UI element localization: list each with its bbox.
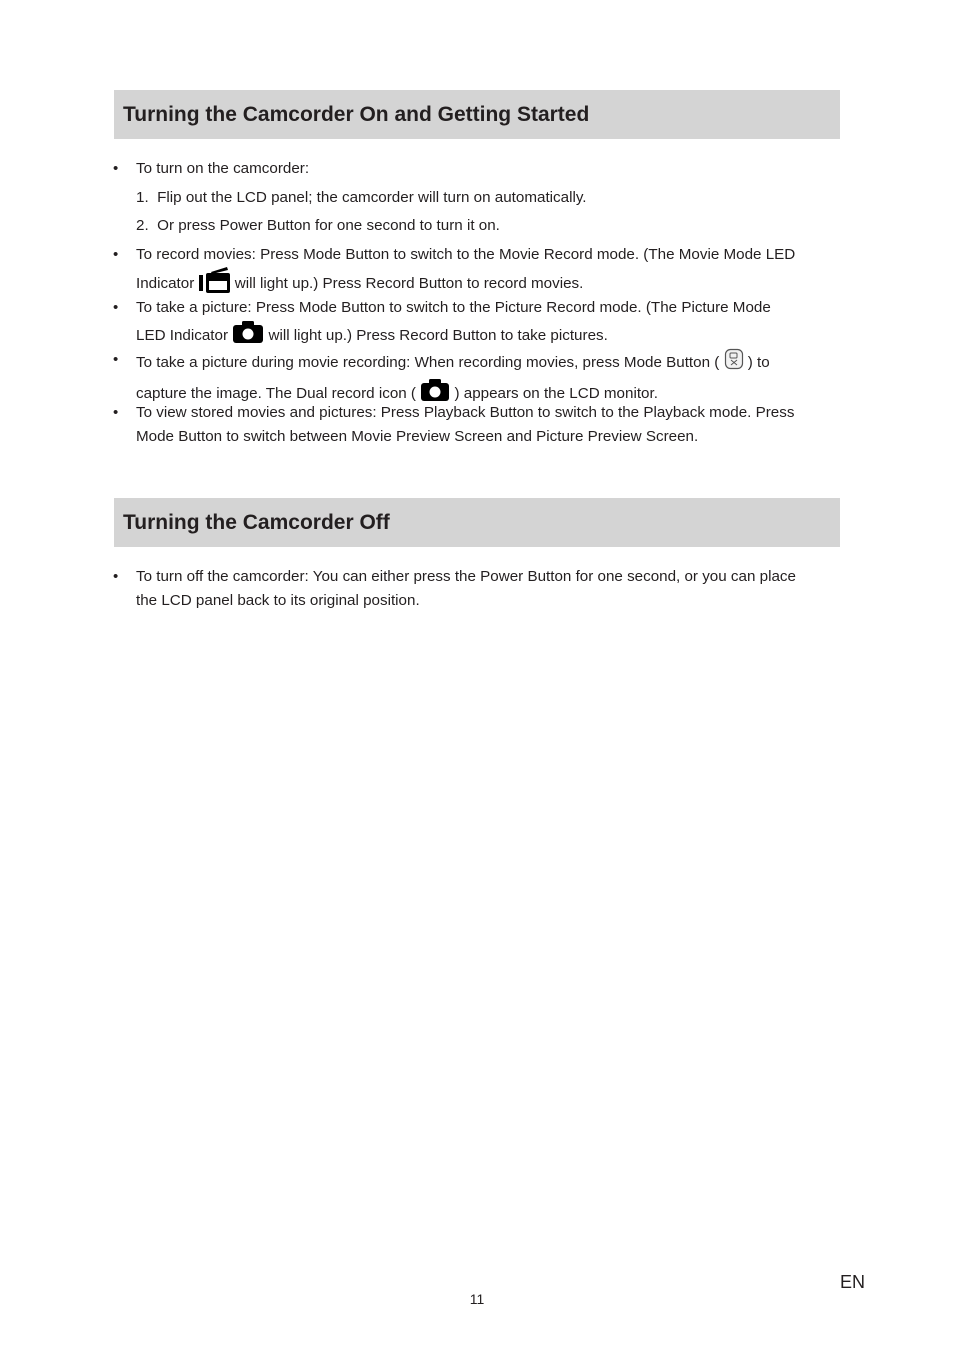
bullet: •: [113, 246, 119, 263]
step-number: 1.: [136, 189, 149, 206]
step-2: [136, 214, 500, 238]
turn-off-line-2: the LCD panel back to its original position.: [136, 592, 420, 609]
take-picture-paragraph: [136, 296, 841, 352]
take-picture-line-2: LED Indicator will light up.) Press Record Button to take pictures.: [136, 320, 841, 352]
bullet: •: [113, 299, 119, 316]
turn-on-intro: To turn on the camcorder:: [136, 160, 310, 177]
record-movies-line-1: To record movies: Press Mode Button to switch to the Movie Record mode. (The Movie Mode LED: [136, 246, 796, 263]
during-recording-line-1: To take a picture during movie recording: When recording movies, press Mode Button ( ) to: [136, 348, 841, 378]
turn-off-line-1: To turn off the camcorder: You can either press the Power Button for one second, or you can place: [136, 568, 796, 585]
section-title-getting-started: Turning the Camcorder On and Getting Started: [123, 102, 590, 126]
step-text: Flip out the LCD panel; the camcorder will turn on automatically.: [157, 189, 587, 206]
turn-off-paragraph: [136, 565, 841, 613]
language-label: EN: [840, 1272, 866, 1292]
view-stored-line-2: Mode Button to switch between Movie Preview Screen and Picture Preview Screen.: [136, 428, 699, 445]
page-number: 11: [469, 1291, 485, 1307]
section-title-turning-off: Turning the Camcorder Off: [123, 510, 390, 534]
bullet: •: [113, 160, 119, 177]
view-stored-paragraph: [136, 401, 841, 449]
section-header-turning-off: [114, 498, 840, 547]
bullet: •: [113, 351, 119, 368]
during-recording-line-2: capture the image. The Dual record icon ( ) appears on the LCD monitor.: [136, 378, 841, 410]
record-movies-paragraph: [136, 243, 841, 301]
bullet: •: [113, 568, 119, 585]
mode-button-icon: [724, 348, 744, 378]
bullet: •: [113, 404, 119, 421]
view-stored-line-1: To view stored movies and pictures: Press Playback Button to switch to the Playback mode. Press: [136, 404, 795, 421]
section-header-getting-started: [114, 90, 840, 139]
step-1: [136, 186, 587, 210]
take-picture-line-1: To take a picture: Press Mode Button to switch to the Picture Record mode. (The Picture Mode: [136, 299, 771, 316]
record-movies-line-2: Indicator will light up.) Press Record Button to record movies.: [136, 267, 841, 301]
step-text: Or press Power Button for one second to turn it on.: [157, 217, 500, 234]
step-number: 2.: [136, 217, 149, 234]
